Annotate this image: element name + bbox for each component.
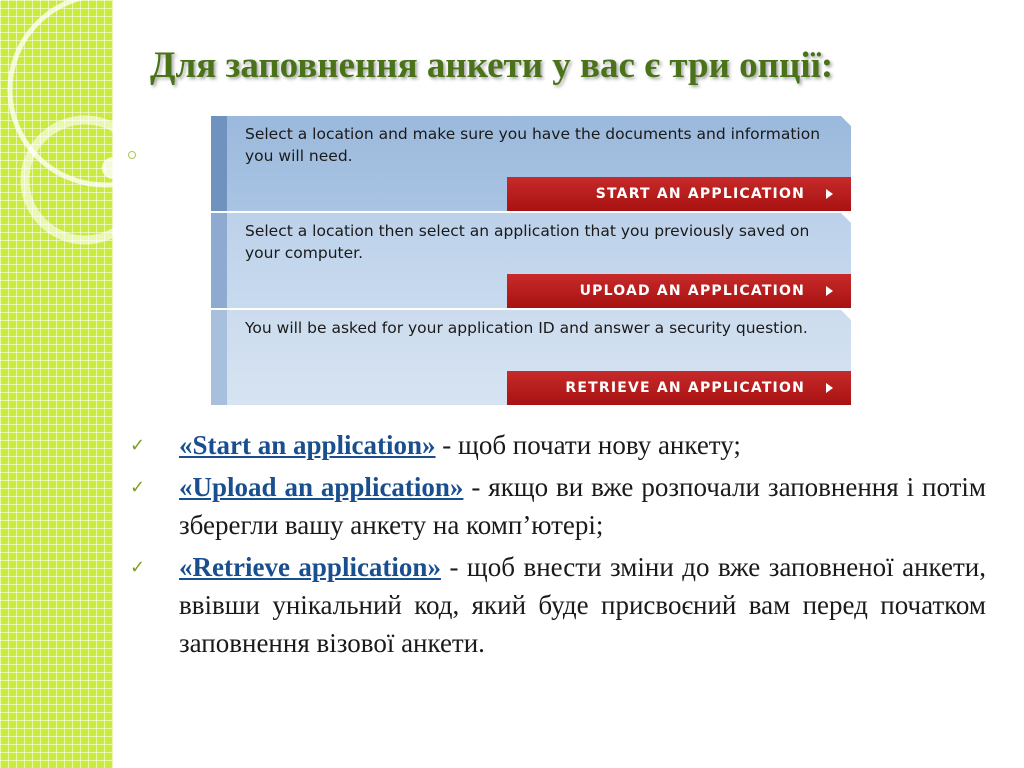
slide-title: Для заповнення анкети у вас є три опції: [150, 45, 834, 86]
start-application-link[interactable]: «Start an application» [179, 430, 436, 460]
bullet-text: - щоб почати нову анкету; [435, 430, 741, 460]
row-accent [211, 213, 227, 308]
checkmark-icon: ✓ [130, 435, 146, 456]
checkmark-icon: ✓ [130, 477, 146, 498]
option-row-upload [211, 213, 851, 308]
row-accent [211, 116, 227, 211]
checkmark-icon: ✓ [130, 557, 146, 578]
upload-application-button[interactable] [507, 274, 851, 308]
option-row-start [211, 116, 851, 211]
button-label: RETRIEVE AN APPLICATION [565, 380, 805, 396]
option-description: Select a location and make sure you have the documents and information you will need. [245, 125, 821, 165]
application-options-panel [211, 116, 851, 405]
retrieve-application-button[interactable] [507, 371, 851, 405]
bullet-item-retrieve [130, 548, 986, 662]
arrow-right-icon [826, 189, 833, 199]
upload-application-link[interactable]: «Upload an application» [179, 472, 464, 502]
row-accent [211, 310, 227, 405]
option-row-retrieve [211, 310, 851, 405]
retrieve-application-link[interactable]: «Retrieve application» [179, 552, 441, 582]
bullet-text: - щоб внести зміни до вже заповненої анкети, ввівши унікальний код, який буде присвоєний вам перед початком заповнення візової анкети. [179, 552, 986, 658]
button-label: START AN APPLICATION [595, 186, 805, 202]
start-application-button[interactable] [507, 177, 851, 211]
bullet-text: - якщо ви вже розпочали заповнення і потім зберегли вашу анкету на комп’ютері; [179, 472, 986, 540]
bullet-item-start [130, 426, 986, 464]
option-description: You will be asked for your application ID and answer a security question. [245, 319, 808, 337]
button-label: UPLOAD AN APPLICATION [579, 283, 805, 299]
arrow-right-icon [826, 383, 833, 393]
decorative-circles [0, 0, 150, 260]
options-bullet-list [130, 426, 986, 666]
bullet-item-upload [130, 468, 986, 544]
option-description: Select a location then select an application that you previously saved on your computer. [245, 222, 810, 262]
arrow-right-icon [826, 286, 833, 296]
